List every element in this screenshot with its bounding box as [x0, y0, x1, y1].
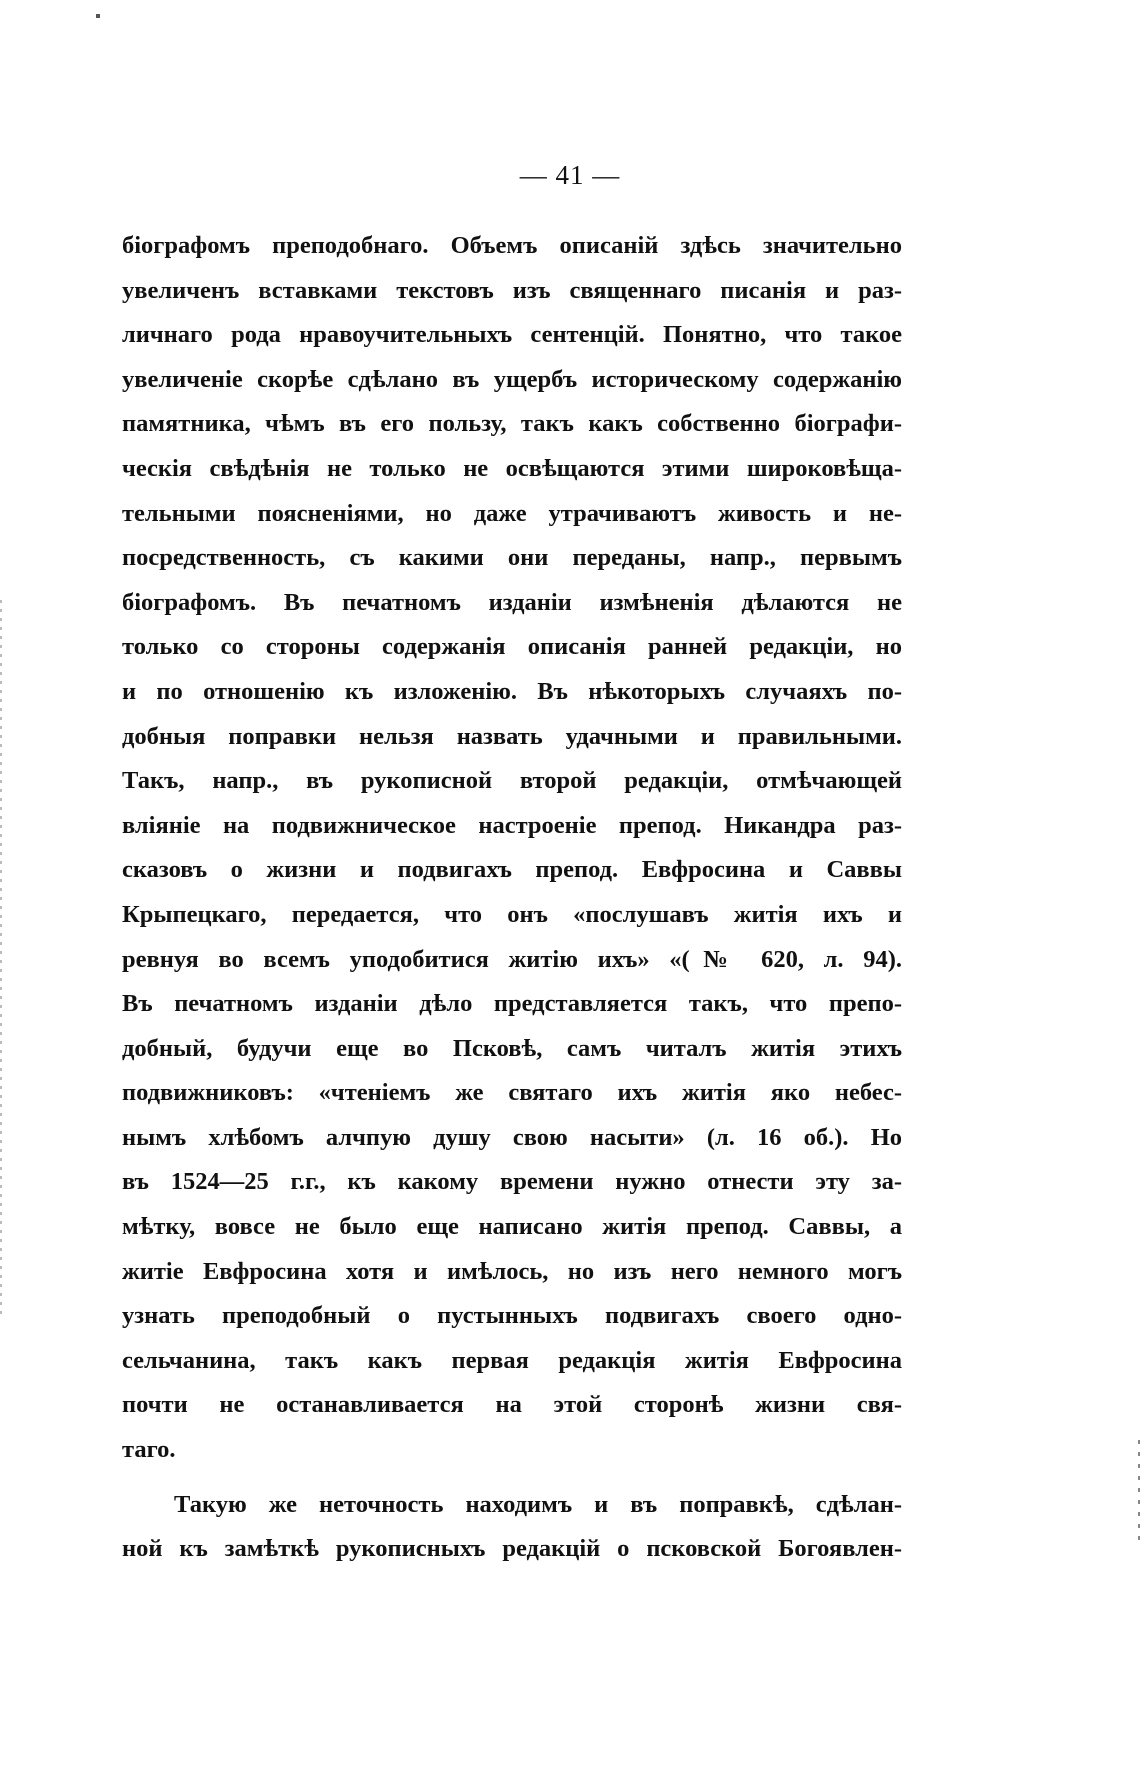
- body-text: [122, 224, 902, 1572]
- text-line: біографомъ. Въ печатномъ изданіи измѣненія дѣлаются не: [122, 588, 902, 616]
- text-line: біографомъ преподобнаго. Объемъ описаній здѣсь значительно: [122, 232, 902, 259]
- scan-mark: [96, 14, 100, 18]
- text-line: вліяніе на подвижническое настроеніе препод. Никандра раз-: [122, 811, 902, 839]
- text-line: добныя поправки нельзя назвать удачными и правильными.: [122, 722, 902, 750]
- text-line: сельчанина, такъ какъ первая редакція житія Евфросина: [122, 1346, 902, 1374]
- text-line: ческія свѣдѣнія не только не освѣщаются этими широковѣща-: [122, 454, 902, 482]
- text-line: подвижниковъ: «чтеніемъ же святаго ихъ житія яко небес-: [122, 1079, 902, 1107]
- text-line: личнаго рода нравоучительныхъ сентенцій. Понятно, что такое: [122, 321, 902, 349]
- paragraph-gap: [122, 1473, 902, 1483]
- text-line: увеличеніе скорѣе сдѣлано въ ущербъ историческому содержанію: [122, 365, 902, 393]
- text-line: ревнуя во всемъ уподобитися житію ихъ» «(№ 620, л. 94).: [122, 945, 902, 973]
- text-line: таго.: [122, 1436, 176, 1464]
- text-line: тельными поясненіями, но даже утрачиваютъ живость и не-: [122, 499, 902, 527]
- text-line: Такую же неточность находимъ и въ поправкѣ, сдѣлан-: [174, 1490, 902, 1518]
- text-line: Въ печатномъ изданіи дѣло представляется такъ, что препо-: [122, 990, 902, 1018]
- text-line: только со стороны содержанія описанія ранней редакціи, но: [122, 633, 902, 661]
- text-line: въ 1524—25 г.г., къ какому времени нужно отнести эту за-: [122, 1168, 902, 1196]
- text-line: памятника, чѣмъ въ его пользу, такъ какъ собственно біографи-: [122, 410, 902, 438]
- text-line: узнать преподобный о пустынныхъ подвигахъ своего одно-: [122, 1302, 902, 1330]
- text-line: Крыпецкаго, передается, что онъ «послушавъ житія ихъ и: [122, 900, 902, 928]
- text-line: увеличенъ вставками текстовъ изъ священнаго писанія и раз-: [122, 276, 902, 304]
- left-edge-artifact: [0, 600, 2, 1320]
- text-line: и по отношенію къ изложенію. Въ нѣкоторыхъ случаяхъ по-: [122, 677, 902, 705]
- text-line: посредственность, съ какими они переданы, напр., первымъ: [122, 544, 902, 572]
- text-line: ной къ замѣткѣ рукописныхъ редакцій о псковской Богоявлен-: [122, 1535, 902, 1563]
- text-line: сказовъ о жизни и подвигахъ препод. Евфросина и Саввы: [122, 856, 902, 884]
- text-line: мѣтку, вовсе не было еще написано житія препод. Саввы, а: [122, 1213, 902, 1241]
- page-number: — 41 —: [519, 160, 621, 190]
- text-line: добный, будучи еще во Псковѣ, самъ читалъ житія этихъ: [122, 1034, 902, 1062]
- text-line: житіе Евфросина хотя и имѣлось, но изъ него немного могъ: [122, 1257, 902, 1285]
- text-line: нымъ хлѣбомъ алчпую душу свою насыти» (л. 16 об.). Но: [122, 1123, 902, 1151]
- text-line: почти не останавливается на этой сторонѣ жизни свя-: [122, 1391, 902, 1419]
- text-line: Такъ, напр., въ рукописной второй редакціи, отмѣчающей: [122, 767, 902, 795]
